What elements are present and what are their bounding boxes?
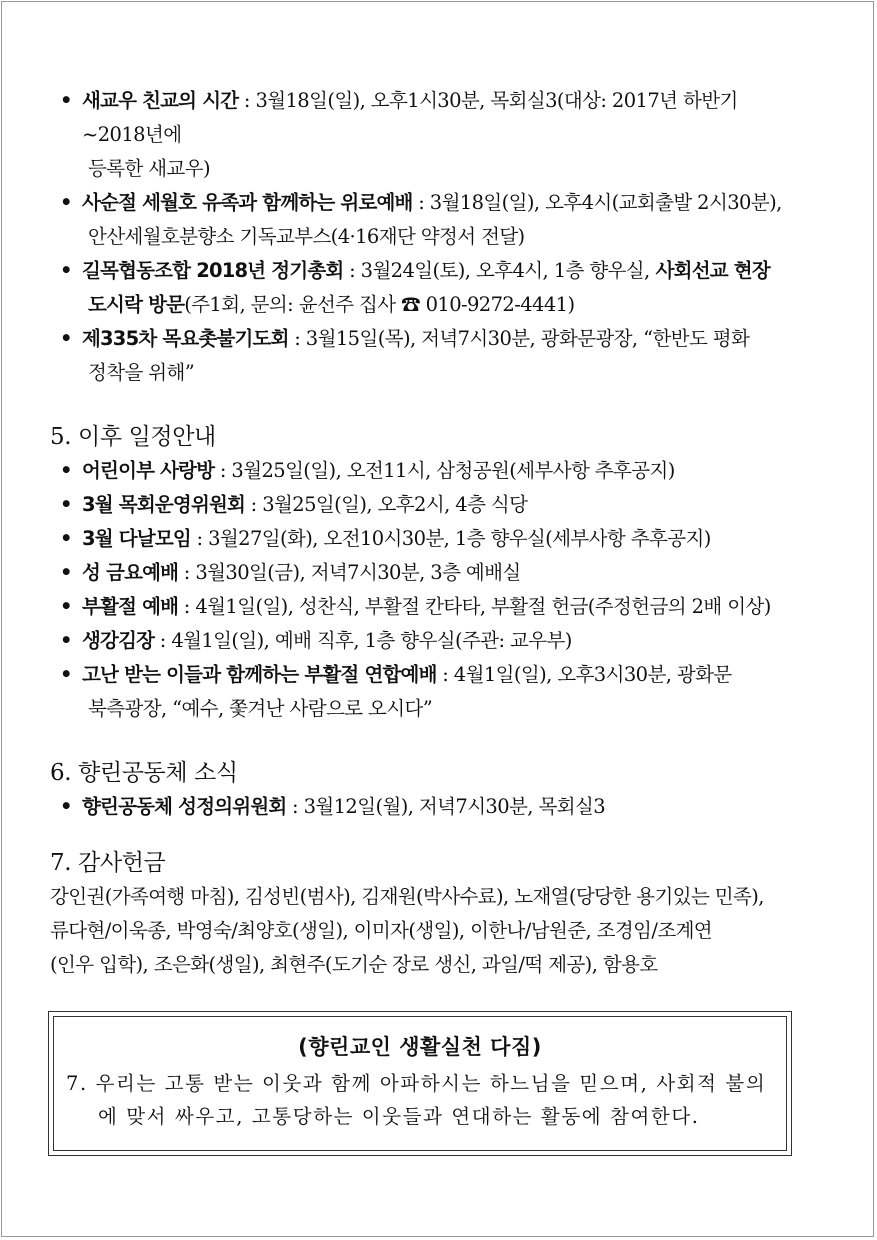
item-text: : 3월18일(일), 오후4시(교회출발 2시30분), bbox=[412, 191, 782, 214]
bulletin-content bbox=[50, 84, 795, 982]
item-label: 3월 목회운영위원회 bbox=[82, 493, 246, 516]
bullet: • bbox=[60, 89, 72, 112]
item-label: 3월 다날모임 bbox=[82, 527, 191, 550]
thanks-line: 류다현/이욱종, 박영숙/최양호(생일), 이미자(생일), 이한나/남원준, 조경임/조계연 bbox=[50, 919, 713, 942]
bullet: • bbox=[60, 595, 72, 618]
bullet: • bbox=[60, 561, 72, 584]
section5 bbox=[50, 420, 795, 726]
thanks-line: 강인권(가족여행 마침), 김성빈(범사), 김재원(박사수료), 노재열(당당한 용기있는 민족), bbox=[50, 885, 764, 908]
item-text: : 4월1일(일), 성찬식, 부활절 칸타타, 부활절 헌금(주정헌금의 2배 이상) bbox=[178, 595, 771, 618]
item-continuation-label: 도시락 방문 bbox=[88, 293, 185, 316]
item-text: : 3월30일(금), 저녁7시30분, 3층 예배실 bbox=[178, 561, 521, 584]
bullet: • bbox=[60, 191, 72, 214]
bullet: • bbox=[60, 493, 72, 516]
item-continuation: 정착을 위해” bbox=[88, 361, 195, 384]
item-text: : 3월18일(일), 오후1시30분, 목회실3(대상: 2017년 하반기~2018년에 bbox=[82, 89, 738, 146]
section7-heading: 7. 감사헌금 bbox=[50, 850, 166, 876]
list-item bbox=[50, 624, 795, 658]
item-label: 향린공동체 성정의위원회 bbox=[82, 795, 287, 818]
item-text: : 3월24일(토), 오후4시, 1층 향우실, bbox=[343, 259, 650, 282]
section4-list bbox=[50, 84, 795, 390]
pledge-box bbox=[48, 1011, 792, 1156]
pledge-text: 7. 우리는 고통 받는 이웃과 함께 아파하시는 하느님을 믿으며, 사회적 불의에 맞서 싸우고, 고통당하는 이웃들과 연대하는 활동에 참여한다. bbox=[66, 1072, 767, 1128]
item-label: 사순절 세월호 유족과 함께하는 위로예배 bbox=[82, 191, 413, 214]
list-item bbox=[50, 522, 795, 556]
pledge-box-inner bbox=[53, 1016, 787, 1151]
section6-heading: 6. 향린공동체 소식 bbox=[50, 760, 238, 786]
item-text: : 3월25일(일), 오후2시, 4층 식당 bbox=[245, 493, 528, 516]
item-text: : 3월27일(화), 오전10시30분, 1층 향우실(세부사항 추후공지) bbox=[190, 527, 711, 550]
bullet: • bbox=[60, 527, 72, 550]
section5-list bbox=[50, 454, 795, 726]
list-item bbox=[50, 84, 795, 186]
bullet: • bbox=[60, 259, 72, 282]
bullet: • bbox=[60, 663, 72, 686]
item-text: : 3월25일(일), 오전11시, 삼청공원(세부사항 추후공지) bbox=[214, 459, 675, 482]
list-item bbox=[50, 658, 795, 726]
section7 bbox=[50, 846, 795, 982]
pledge-title: (향린교인 생활실천 다짐) bbox=[298, 1035, 542, 1059]
list-item bbox=[50, 454, 795, 488]
item-continuation bbox=[82, 288, 795, 322]
list-item bbox=[50, 556, 795, 590]
item-label: 길목협동조합 2018년 정기총회 bbox=[82, 259, 344, 282]
section6-list bbox=[50, 790, 795, 824]
list-item bbox=[50, 322, 795, 390]
item-label: 새교우 친교의 시간 bbox=[82, 89, 239, 112]
item-continuation: 등록한 새교우) bbox=[88, 157, 211, 180]
thanks-line: (인우 입학), 조은화(생일), 최현주(도기순 장로 생신, 과일/떡 제공), 함용호 bbox=[50, 953, 658, 976]
item-continuation: 북측광장, “예수, 쫓겨난 사람으로 오시다” bbox=[88, 697, 433, 720]
section6 bbox=[50, 756, 795, 824]
item-label: 생강김장 bbox=[82, 629, 155, 652]
list-item bbox=[50, 488, 795, 522]
item-text: : 4월1일(일), 예배 직후, 1층 향우실(주관: 교우부) bbox=[154, 629, 572, 652]
item-continuation-text: (주1회, 문의: 윤선주 집사 ☎ 010-9272-4441) bbox=[184, 293, 575, 316]
item-text: : 3월12일(월), 저녁7시30분, 목회실3 bbox=[286, 795, 605, 818]
bullet: • bbox=[60, 795, 72, 818]
item-label: 어린이부 사랑방 bbox=[82, 459, 215, 482]
bullet: • bbox=[60, 459, 72, 482]
item-text: : 4월1일(일), 오후3시30분, 광화문 bbox=[436, 663, 732, 686]
list-item bbox=[50, 254, 795, 322]
item-label-secondary: 사회선교 현장 bbox=[649, 259, 770, 282]
item-label: 부활절 예배 bbox=[82, 595, 179, 618]
bullet: • bbox=[60, 327, 72, 350]
item-text: : 3월15일(목), 저녁7시30분, 광화문광장, “한반도 평화 bbox=[288, 327, 750, 350]
item-label: 성 금요예배 bbox=[82, 561, 179, 584]
item-label: 제335차 목요촛불기도회 bbox=[82, 327, 289, 350]
item-continuation: 안산세월호분향소 기독교부스(4·16재단 약정서 전달) bbox=[88, 225, 525, 248]
list-item bbox=[50, 590, 795, 624]
item-label: 고난 받는 이들과 함께하는 부활절 연합예배 bbox=[82, 663, 437, 686]
list-item bbox=[50, 790, 795, 824]
list-item bbox=[50, 186, 795, 254]
section5-heading: 5. 이후 일정안내 bbox=[50, 424, 216, 450]
bullet: • bbox=[60, 629, 72, 652]
